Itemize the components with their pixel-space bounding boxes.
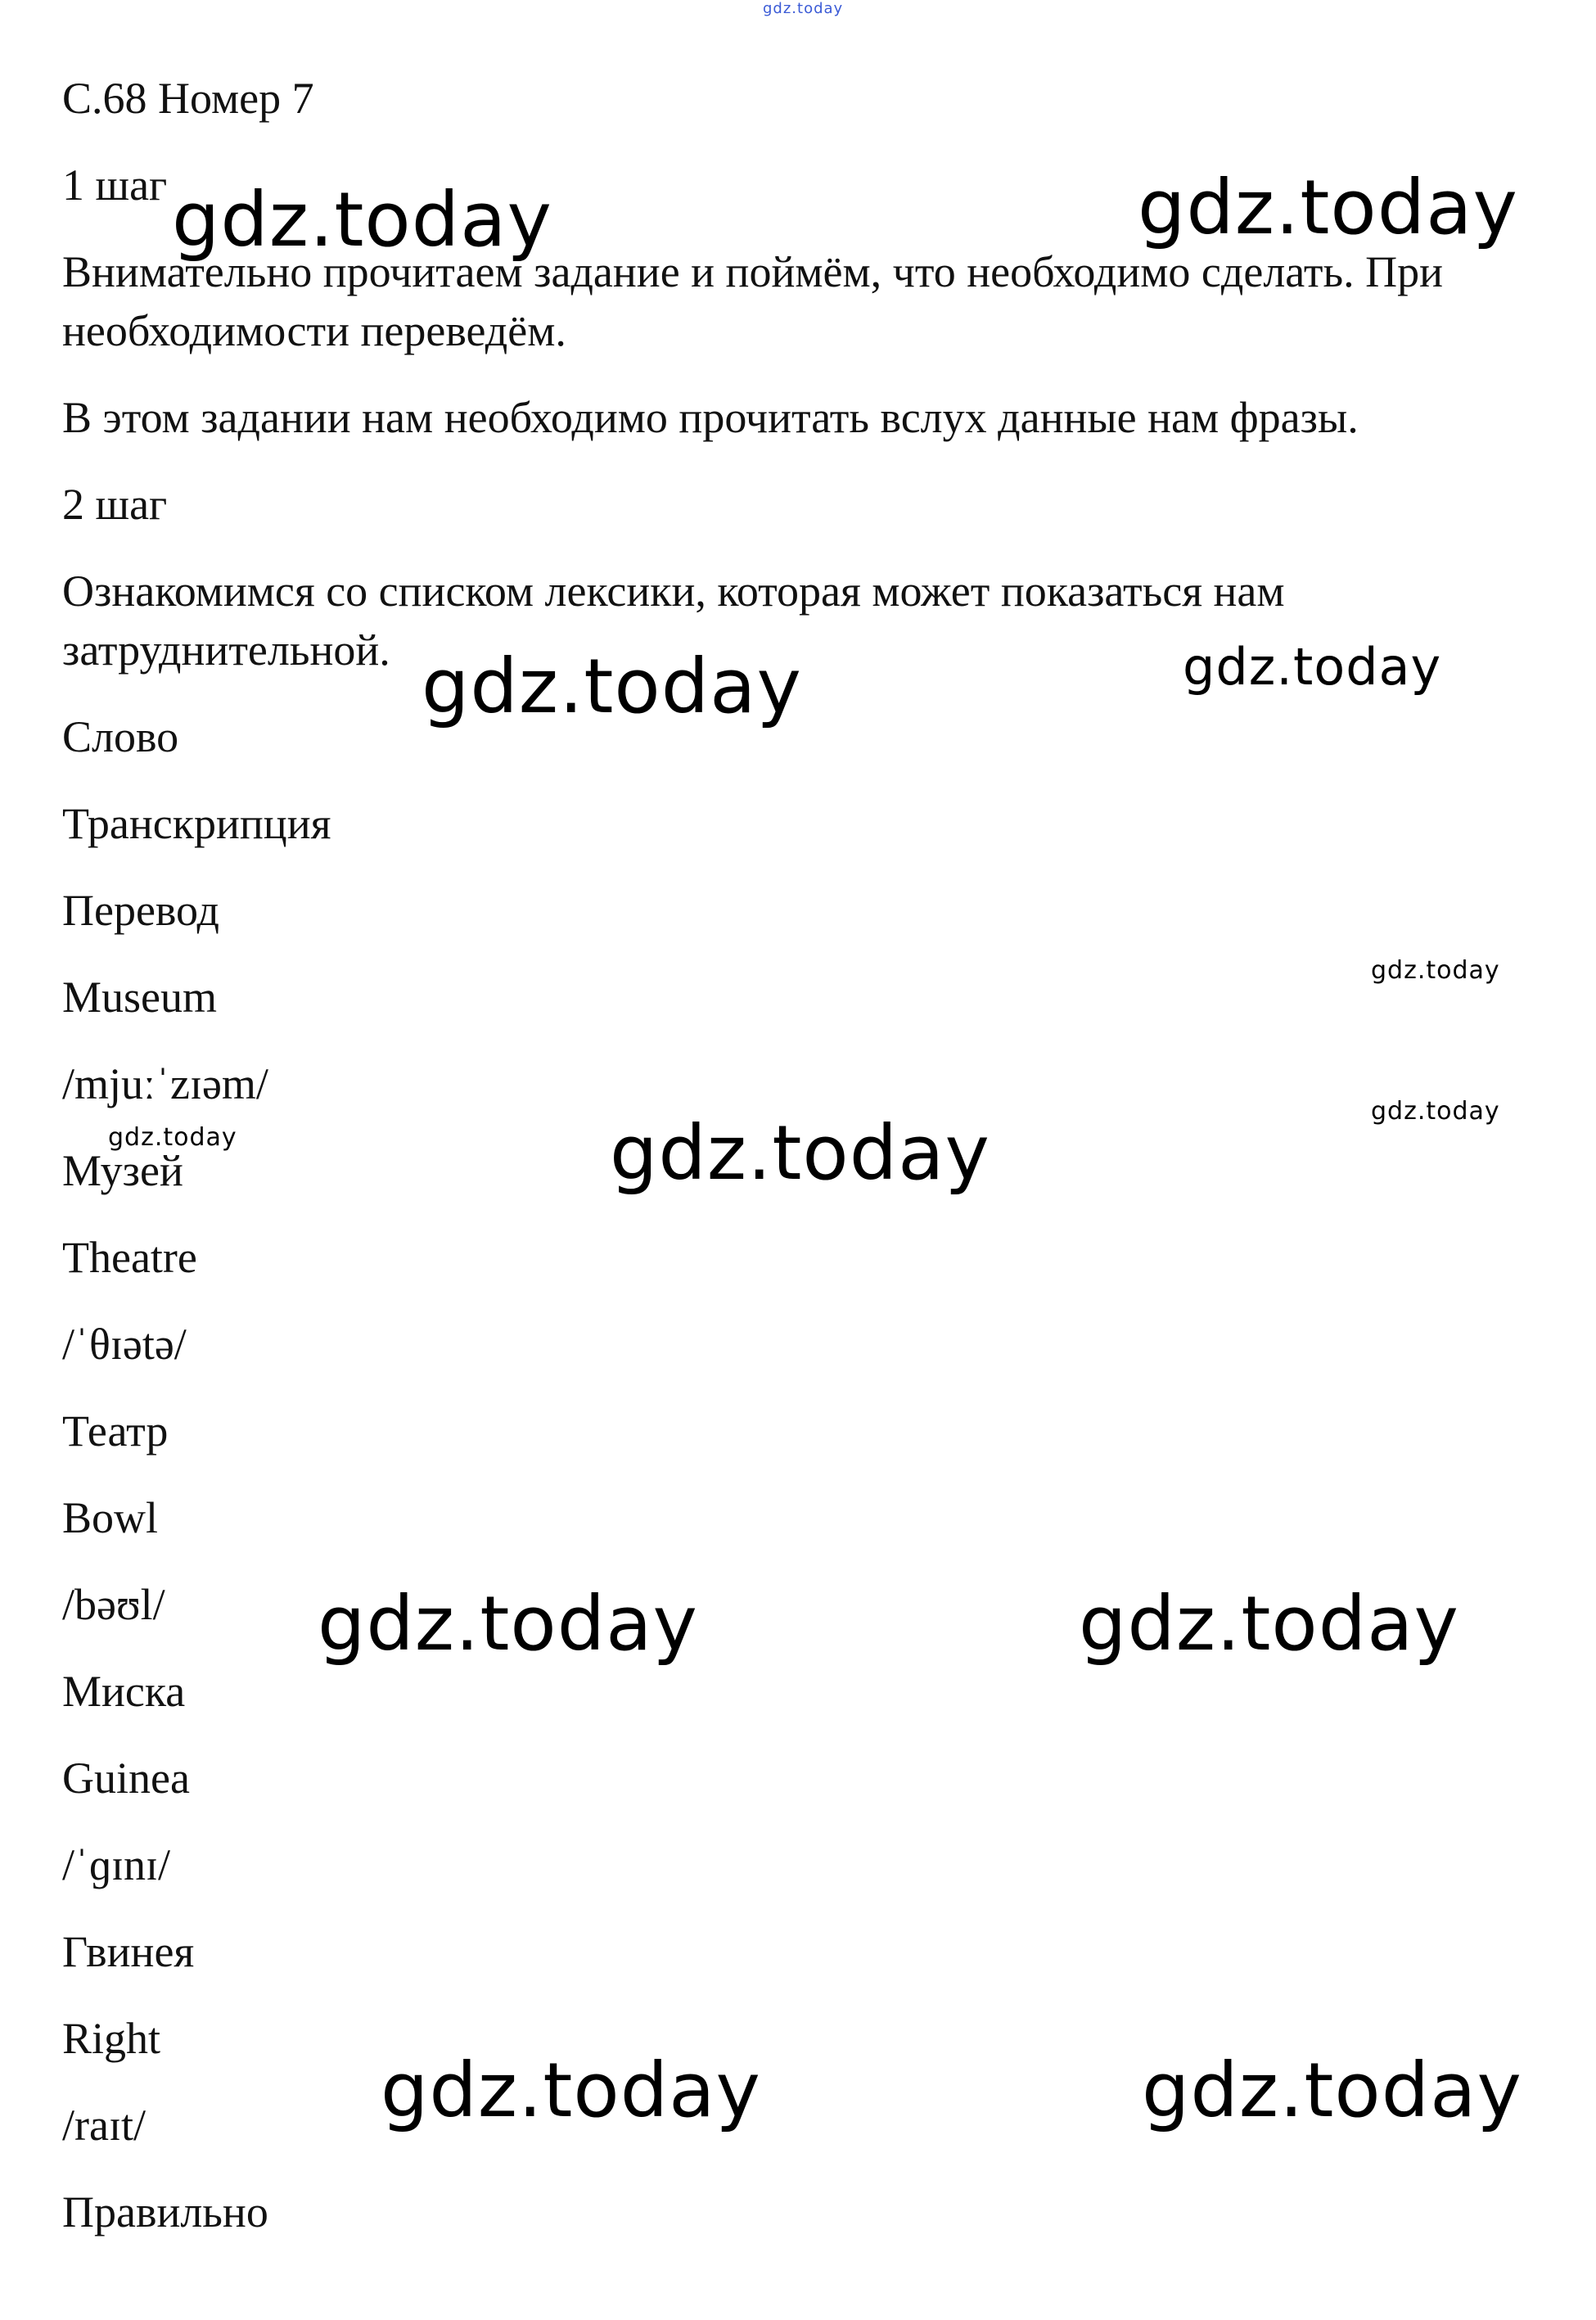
watermark: gdz.today — [108, 1123, 237, 1152]
watermark: gdz.today — [1142, 2047, 1522, 2134]
column-header-transcription: Транскрипция — [62, 799, 331, 848]
paragraph-line: затруднительной. — [62, 625, 390, 675]
page-heading: С.68 Номер 7 — [62, 74, 314, 123]
paragraph-line: Внимательно прочитаем задание и поймём, что необходимо сделать. При — [62, 247, 1443, 296]
step-1-label: 1 шаг — [62, 160, 168, 210]
paragraph-line: необходимости переведём. — [62, 306, 566, 355]
vocab-translation: Миска — [62, 1667, 186, 1716]
step-2-label: 2 шаг — [62, 480, 168, 529]
column-header-word: Слово — [62, 712, 179, 761]
watermark: gdz.today — [422, 643, 802, 730]
vocab-translation: Театр — [62, 1406, 169, 1456]
vocab-transcription: /bəʊl/ — [62, 1580, 165, 1629]
watermark: gdz.today — [1138, 164, 1518, 251]
column-header-translation: Перевод — [62, 886, 219, 935]
paragraph-line: В этом задании нам необходимо прочитать вслух данные нам фразы. — [62, 393, 1359, 442]
vocab-transcription: /ˈθɪətə/ — [62, 1320, 187, 1369]
vocab-word: Guinea — [62, 1754, 190, 1803]
vocab-translation: Музей — [62, 1146, 183, 1195]
watermark: gdz.today — [1183, 637, 1442, 697]
watermark: gdz.today — [381, 2047, 761, 2134]
vocab-translation: Правильно — [62, 2187, 268, 2236]
vocab-word: Right — [62, 2014, 161, 2063]
vocab-word: Bowl — [62, 1493, 159, 1542]
watermark: gdz.today — [1079, 1580, 1459, 1668]
watermark: gdz.today — [1371, 956, 1500, 985]
watermark: gdz.today — [763, 0, 844, 17]
vocab-transcription: /ˈɡɪnɪ/ — [62, 1840, 170, 1889]
watermark: gdz.today — [610, 1109, 990, 1197]
paragraph-line: Ознакомимся со списком лексики, которая может показаться нам — [62, 566, 1285, 616]
watermark: gdz.today — [172, 176, 552, 264]
vocab-transcription: /mjuːˈzɪəm/ — [62, 1059, 268, 1108]
watermark: gdz.today — [318, 1580, 698, 1668]
vocab-word: Theatre — [62, 1233, 197, 1282]
vocab-word: Museum — [62, 973, 217, 1022]
watermark: gdz.today — [1371, 1097, 1500, 1126]
vocab-transcription: /raɪt/ — [62, 2101, 146, 2150]
vocab-translation: Гвинея — [62, 1927, 195, 1976]
